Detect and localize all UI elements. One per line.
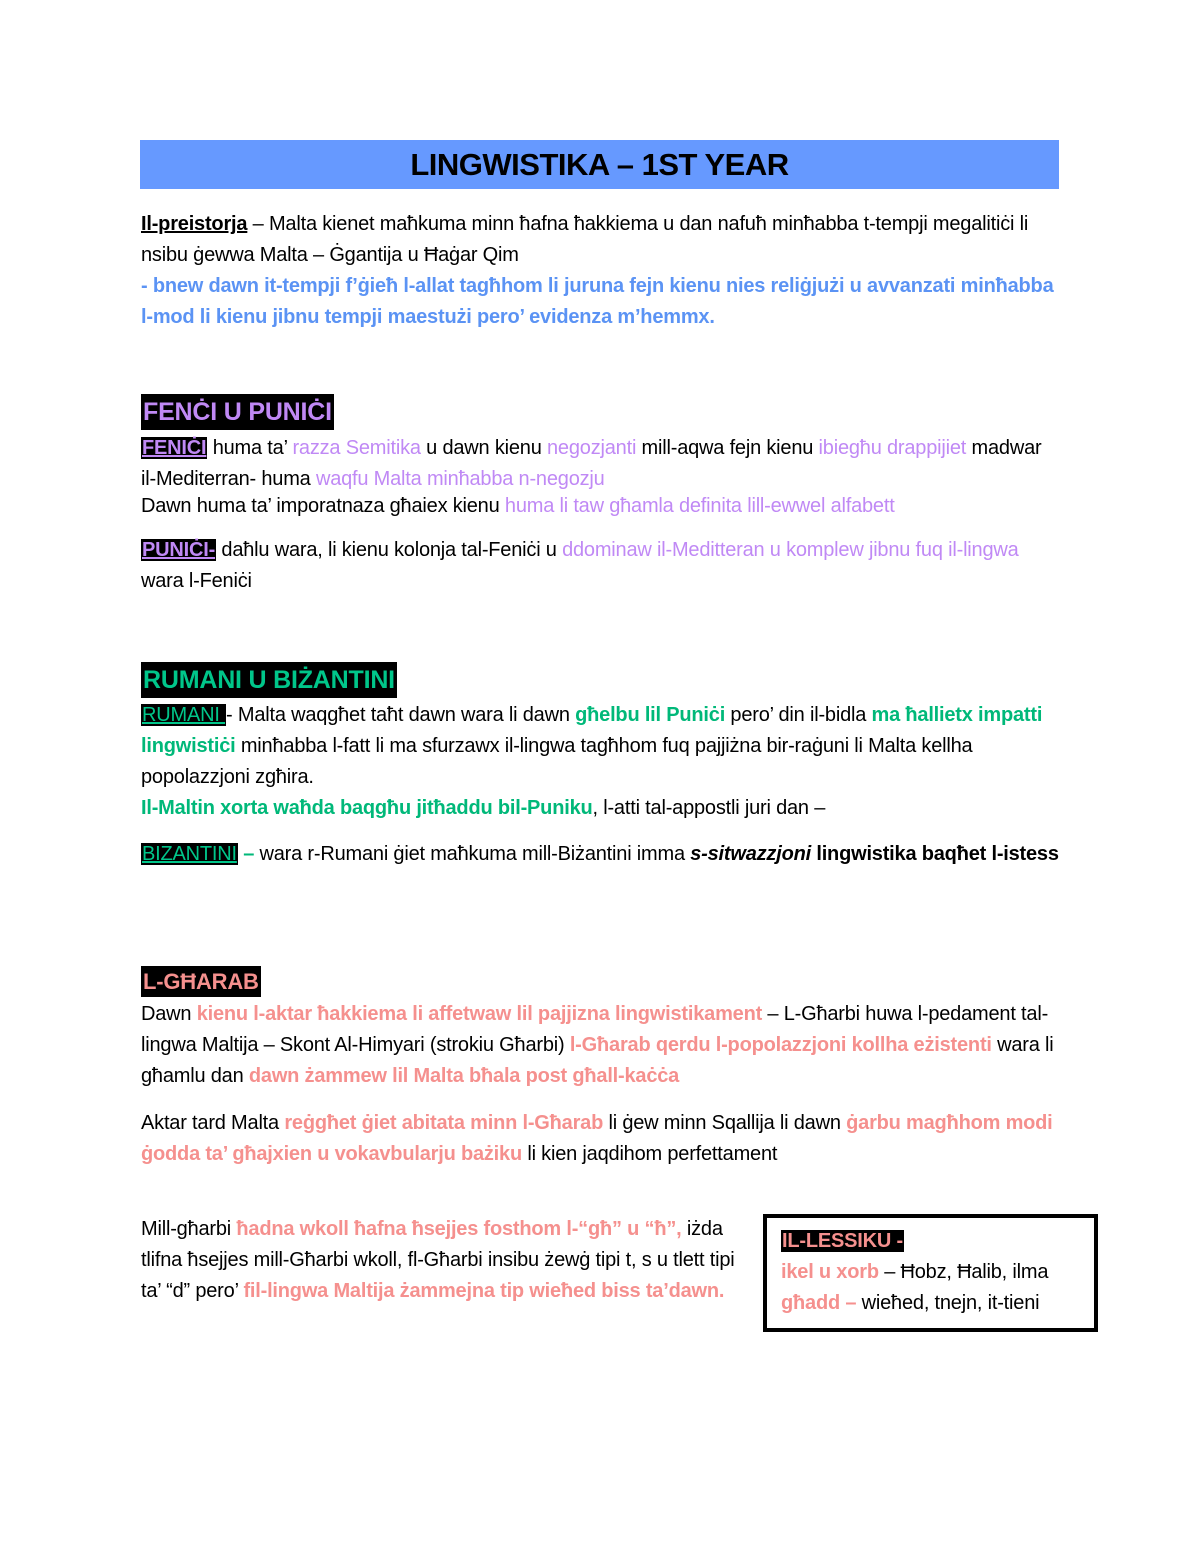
fenici-highlight-4: waqfu Malta minħabba n-negozju <box>315 468 605 490</box>
gharab-highlight-1: kienu l-aktar ħakkiema li affetwaw lil pajjizna lingwistikament <box>196 1003 763 1025</box>
gharab-paragraph-1 <box>141 999 1061 1092</box>
prehistory-text: – Malta kienet maħkuma minn ħafna ħakkiema u dan nafuħ minħabba t-tempji megalitiċi li nsibu ġewwa Malta – Ġgantija u Ħaġar Qim <box>141 213 1029 266</box>
punici-label: PUNIĊI- <box>142 539 216 561</box>
punici-text-2: wara l-Feniċi <box>141 570 252 592</box>
gharab-p2-text-1: Aktar tard Malta <box>141 1112 285 1134</box>
lexicon-item-1-text: – Ħobz, Ħalib, ilma <box>878 1261 1049 1283</box>
gharab-p3-text-2: iżda tlifna ħsejjes mill-Għarbi wkoll, fl-Għarbi insibu żewġ tipi t, s u tlett tipi ta’ “d” pero’ <box>141 1218 735 1302</box>
page-title: LINGWISTIKA – 1ST YEAR <box>410 146 789 182</box>
rumani-paragraph <box>141 700 1061 824</box>
fenici-text-4: madwar il-Mediterran- huma <box>141 437 1042 490</box>
bizantini-emphasis: s-sitwazzjoni <box>690 843 811 865</box>
fenici-text-1: huma ta’ <box>207 437 293 459</box>
rumani-label: RUMANI <box>142 704 226 726</box>
rumani-text-4: , l-atti tal-appostli juri dan – <box>592 797 826 819</box>
fenici-highlight-1: razza Semitika <box>292 437 421 459</box>
heading-rumani-bizantini: RUMANI U BIŻANTINI <box>141 662 397 698</box>
gharab-highlight-3: dawn żammew lil Malta bħala post għall-kaċċa <box>248 1065 680 1087</box>
rumani-text-3: minħabba l-fatt li ma sfurzawx il-lingwa tagħhom fuq pajjiżna bir-raġuni li Malta kellha popolazzjoni zgħira. <box>141 735 973 788</box>
bizantini-bold: lingwistika baqħet l-istess <box>810 843 1059 865</box>
gharab-p2-highlight-1: reġgħet ġiet abitata minn l-Għarab <box>284 1112 604 1134</box>
lexicon-box-content <box>781 1226 1091 1319</box>
heading-fenici-punici: FENĊI U PUNIĊI <box>141 394 334 430</box>
section-heading-arab <box>141 966 1061 999</box>
punici-highlight: ddominaw il-Meditteran u komplew jibnu fuq il-lingwa <box>562 539 1019 561</box>
lexicon-box <box>763 1214 1098 1332</box>
title-bar <box>140 140 1059 189</box>
punici-paragraph <box>141 535 1061 597</box>
prehistory-paragraph <box>141 209 1061 333</box>
rumani-highlight-3: Il-Maltin xorta waħda baqgħu jitħaddu bil-Puniku <box>141 797 593 819</box>
gharab-paragraph-3 <box>141 1214 741 1307</box>
rumani-text-1: - Malta waqgħet taħt dawn wara li dawn <box>226 704 576 726</box>
fenici-highlight-2: negozjanti <box>547 437 637 459</box>
gharab-paragraph-2 <box>141 1108 1061 1170</box>
section-heading-phoenician <box>141 394 1061 430</box>
bizantini-label: BIZANTINI <box>142 843 237 865</box>
alphabet-paragraph <box>141 491 1061 522</box>
fenici-text-3: mill-aqwa fejn kienu <box>636 437 819 459</box>
fenici-label: FENIĊI <box>142 437 207 459</box>
lexicon-item-1-label: ikel u xorb <box>781 1261 879 1283</box>
gharab-p3-text-1: Mill-għarbi <box>141 1218 237 1240</box>
gharab-text-3: wara li għamlu dan <box>141 1034 1054 1087</box>
bizantini-paragraph <box>141 839 1061 870</box>
gharab-highlight-2: l-Għarab qerdu l-popolazzjoni kollha eżistenti <box>569 1034 992 1056</box>
gharab-p2-highlight-2: ġarbu magħhom modi ġodda ta’ għajxien u vokavbularju bażiku <box>141 1112 1053 1165</box>
punici-text-1: daħlu wara, li kienu kolonja tal-Feniċi u <box>216 539 563 561</box>
lexicon-heading: IL-LESSIKU - <box>782 1230 903 1252</box>
heading-gharab: L-GĦARAB <box>141 966 261 997</box>
gharab-p3-highlight-1: ħadna wkoll ħafna ħsejjes fosthom l-“għ” u “ħ”, <box>236 1218 682 1240</box>
fenici-paragraph <box>141 433 1061 495</box>
section-heading-roman <box>141 662 1061 698</box>
gharab-p2-text-2: li ġew minn Sqallija li dawn <box>603 1112 847 1134</box>
gharab-text-2: – L-Għarbi huwa l-pedament tal-lingwa Maltija – Skont Al-Himyari (strokiu Għarbi) <box>141 1003 1049 1056</box>
gharab-p3-highlight-2: fil-lingwa Maltija żammejna tip wieħed biss ta’dawn. <box>243 1280 725 1302</box>
gharab-p2-text-3: li kien jaqdihom perfettament <box>521 1143 778 1165</box>
lexicon-item-2-text: wieħed, tnejn, it-tieni <box>856 1292 1040 1314</box>
bizantini-dash: – <box>237 843 260 865</box>
bizantini-text: wara r-Rumani ġiet maħkuma mill-Biżantini imma <box>259 843 691 865</box>
rumani-text-2: pero’ din il-bidla <box>725 704 872 726</box>
alphabet-text: Dawn huma ta’ imporatnaza għaiex kienu <box>141 495 505 517</box>
rumani-highlight-2: ma ħallietx impatti lingwistiċi <box>141 704 1043 757</box>
gharab-text-1: Dawn <box>141 1003 197 1025</box>
alphabet-highlight: huma li taw għamla definita lill-ewwel alfabett <box>504 495 895 517</box>
prehistory-label: Il-preistorja <box>141 213 248 235</box>
fenici-text-2: u dawn kienu <box>420 437 547 459</box>
lexicon-item-2-label: għadd – <box>781 1292 857 1314</box>
rumani-highlight-1: għelbu lil Puniċi <box>575 704 726 726</box>
fenici-highlight-3: ibiegħu drappijiet <box>818 437 967 459</box>
prehistory-highlight: - bnew dawn it-tempji f’ġieħ l-allat tagħhom li juruna fejn kienu nies reliġjużi u avvanzati minħabba l-mod li kienu jibnu tempji maestużi pero’ evidenza m’hemmx. <box>141 275 1054 328</box>
